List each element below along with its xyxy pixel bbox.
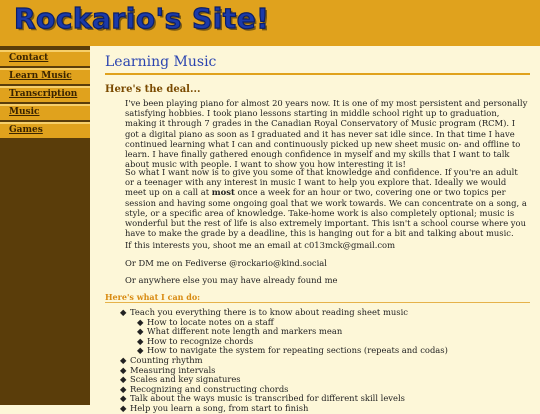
page-title: Learning Music (105, 54, 217, 70)
nav-link-transcription[interactable]: Transcription (9, 89, 78, 99)
diamond-bullet-icon: ◆ (120, 354, 127, 365)
diamond-bullet-icon: ◆ (120, 402, 127, 413)
services-divider (105, 302, 530, 303)
other-contact-text: Or anywhere else you may have already found me (125, 275, 338, 285)
list-item (120, 404, 530, 414)
diamond-bullet-icon: ◆ (120, 374, 127, 385)
email-contact-text: If this interests you, shoot me an email at c013mck@gmail.com (125, 240, 396, 250)
main-content (90, 46, 540, 413)
sidebar-item-music[interactable] (0, 104, 90, 120)
nav-link-contact[interactable]: Contact (9, 53, 49, 63)
diamond-bullet-icon: ◆ (137, 335, 144, 346)
list-item-text: Scales and key signatures (130, 374, 241, 385)
diamond-bullet-icon: ◆ (137, 326, 144, 337)
diamond-bullet-icon: ◆ (120, 383, 127, 394)
list-item-text: Help you learn a song, from start to finish (130, 402, 309, 413)
services-list (120, 308, 530, 414)
services-heading: Here's what I can do: (105, 292, 201, 302)
sidebar-nav (0, 46, 90, 405)
diamond-bullet-icon: ◆ (137, 345, 144, 356)
list-item-text: How to navigate the system for repeating sections (repeats and codas) (147, 345, 448, 356)
sidebar-item-contact[interactable] (0, 50, 90, 66)
list-item-text: Talk about the ways music is transcribed for different skill levels (130, 393, 405, 404)
list-item-text: Recognizing and constructing chords (130, 383, 289, 394)
site-logo[interactable]: Rockario's Site! (14, 2, 270, 35)
offer-text-end: once a week for an hour or two, covering one or two topics per session and having some ongoing goal that we work towards. We can concentrate on a song, a style, or a specific area of knowledge. Take-home work is also completely optional; music is wonderful but the rest of life is also extremely important. This isn't a school course where you have to make the grade by a deadline, this is hanging out for a bit and talking about music. (125, 187, 527, 239)
list-item-text: Measuring intervals (130, 364, 216, 375)
offer-text-start: So what I want now is to give you some of that knowledge and confidence. If you're an adult or a teenager with any interest in music I want to help you explore that. Ideally we would meet up on a call at (125, 167, 518, 198)
diamond-bullet-icon: ◆ (120, 393, 127, 404)
offer-paragraph (125, 167, 529, 238)
fediverse-contact-text: Or DM me on Fediverse @rockario@kind.social (125, 258, 327, 268)
nav-link-music[interactable]: Music (9, 107, 40, 117)
sidebar-item-games[interactable] (0, 122, 90, 138)
nav-link-learn-music[interactable]: Learn Music (9, 71, 72, 81)
list-item-text: How to locate notes on a staff (147, 316, 274, 327)
diamond-bullet-icon: ◆ (120, 364, 127, 375)
list-item-text: Counting rhythm (130, 354, 203, 365)
section-heading: Here's the deal... (105, 84, 201, 95)
list-item-text: What different note length and markers mean (147, 326, 343, 337)
intro-paragraph: I've been playing piano for almost 20 years now. It is one of my most persistent and personally satisfying hobbies. I took piano lessons starting in middle school right up to graduation, making it through 7 grades in the Canadian Royal Conservatory of Music program (RCM). I got a digital piano as soon as I graduated and it has never sat idle since. In that time I have continued learning what I can and continuously picked up new sheet music on- and offline to learn. I have finally gathered enough confidence in myself and my skills that I want to talk about music with people. I want to show you how interesting it is! (125, 98, 528, 170)
sidebar-item-learn-music[interactable] (0, 68, 90, 84)
diamond-bullet-icon: ◆ (120, 307, 127, 317)
site-header (0, 0, 540, 46)
title-divider (105, 73, 530, 75)
offer-emphasis: most (211, 187, 235, 198)
sidebar-item-transcription[interactable] (0, 86, 90, 102)
list-item-text: Teach you everything there is to know about reading sheet music (130, 307, 408, 317)
diamond-bullet-icon: ◆ (137, 316, 144, 327)
nav-link-games[interactable]: Games (9, 125, 43, 135)
list-item-text: How to recognize chords (147, 335, 254, 346)
